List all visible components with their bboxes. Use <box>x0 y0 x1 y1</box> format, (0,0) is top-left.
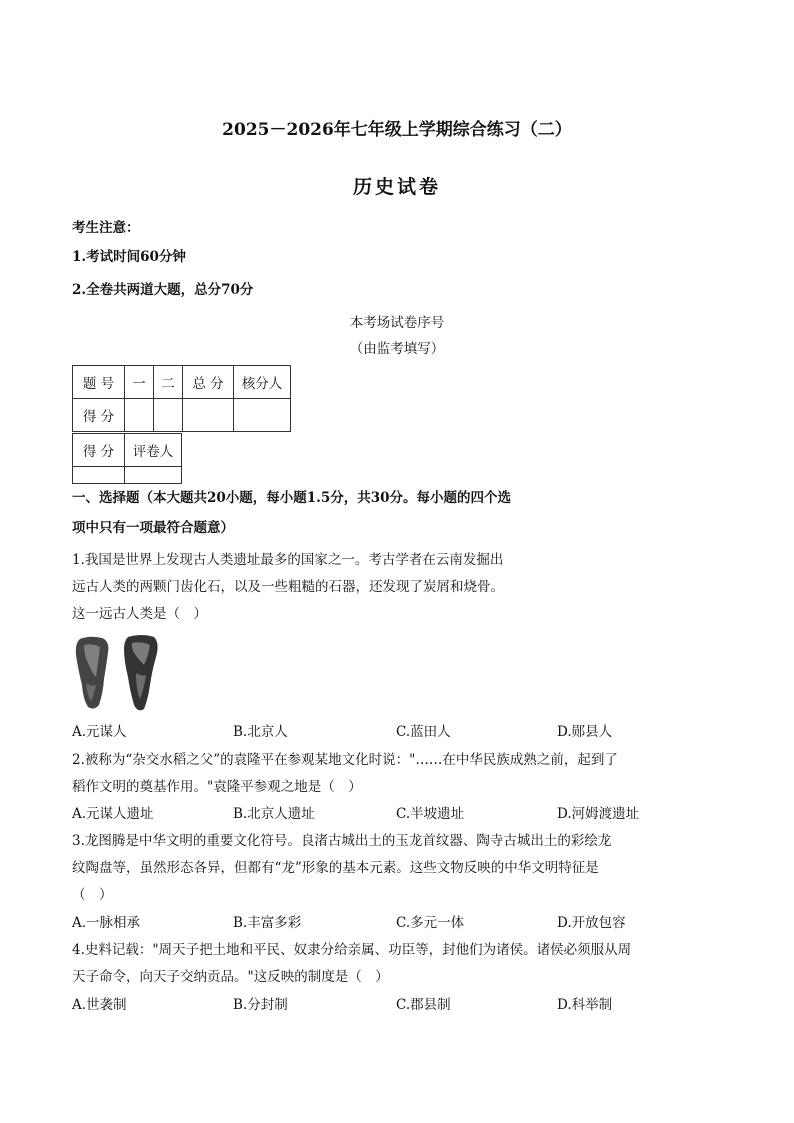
score-table-header-row <box>73 366 291 399</box>
section-heading-line1: 一、选择题（本大题共20小题，每小题1.5分，共30分。每小题的四个选 <box>72 490 512 506</box>
question-2-line-1: 2.被称为“杂交水稻之父”的袁隆平在参观某地文化时说："……在中华民族成熟之前，起到了 <box>72 752 618 768</box>
notice-item-score: 2.全卷共两道大题，总分70分 <box>72 282 254 298</box>
score-cell: 一 <box>125 366 154 399</box>
score-table <box>72 365 291 432</box>
question-4-option-a[interactable]: A.世袭制 <box>72 997 127 1013</box>
score-input-cell[interactable] <box>125 399 154 432</box>
question-2-option-a[interactable]: A.元谋人遗址 <box>72 806 154 822</box>
grader-input-cell[interactable] <box>125 467 182 484</box>
tooth-fossil-image <box>72 633 164 713</box>
question-4-option-c[interactable]: C.郡县制 <box>396 997 451 1013</box>
question-4-option-b[interactable]: B.分封制 <box>233 997 288 1013</box>
score-input-cell[interactable] <box>154 399 183 432</box>
question-1-option-c[interactable]: C.蓝田人 <box>396 724 451 740</box>
score-cell: 得 分 <box>73 399 125 432</box>
grader-table <box>72 433 182 484</box>
section-heading-line2: 项中只有一项最符合题意） <box>72 520 234 536</box>
score-cell: 题 号 <box>73 366 125 399</box>
question-3-line-1: 3.龙图腾是中华文明的重要文化符号。良渚古城出土的玉龙首纹器、陶寺古城出土的彩绘龙 <box>72 833 612 849</box>
serial-note: （由监考填写） <box>349 341 445 357</box>
question-3-option-b[interactable]: B.丰富多彩 <box>233 915 302 931</box>
question-1-line-1: 1.我国是世界上发现古人类遗址最多的国家之一。考古学者在云南发掘出 <box>72 552 504 568</box>
question-4-line-1: 4.史料记载："周天子把土地和平民、奴隶分给亲属、功臣等，封他们为诸侯。诸侯必须服从周 <box>72 942 632 958</box>
question-3-line-2: 纹陶盘等，虽然形态各异，但都有“龙”形象的基本元素。这些文物反映的中华文明特征是 <box>72 860 599 876</box>
question-2-option-b[interactable]: B.北京人遗址 <box>233 806 315 822</box>
score-input-cell[interactable] <box>183 399 234 432</box>
question-1-option-b[interactable]: B.北京人 <box>233 724 288 740</box>
grader-input-cell[interactable] <box>73 467 125 484</box>
exam-title: 2025－2026年七年级上学期综合练习（二） <box>222 120 572 140</box>
grader-table-header-row <box>73 434 182 467</box>
question-2-option-c[interactable]: C.半坡遗址 <box>396 806 465 822</box>
score-cell: 核分人 <box>234 366 291 399</box>
grader-table-blank-row <box>73 467 182 484</box>
notice-heading: 考生注意： <box>72 220 140 236</box>
question-1-option-a[interactable]: A.元谋人 <box>72 724 127 740</box>
score-cell: 总 分 <box>183 366 234 399</box>
question-3-line-3: （ ） <box>72 887 113 903</box>
question-2-line-2: 稻作文明的奠基作用。"袁隆平参观之地是（ ） <box>72 779 362 795</box>
question-1-line-3: 这一远古人类是（ ） <box>72 606 207 622</box>
question-3-option-c[interactable]: C.多元一体 <box>396 915 465 931</box>
question-4-option-d[interactable]: D.科举制 <box>557 997 613 1013</box>
score-table-score-row <box>73 399 291 432</box>
question-4-line-2: 天子命令，向天子交纳贡品。"这反映的制度是（ ） <box>72 969 389 985</box>
exam-subtitle: 历史试卷 <box>352 176 441 198</box>
question-3-option-d[interactable]: D.开放包容 <box>557 915 626 931</box>
notice-item-time: 1.考试时间60分钟 <box>72 249 186 265</box>
score-cell: 二 <box>154 366 183 399</box>
question-1-line-2: 远古人类的两颗门齿化石，以及一些粗糙的石器，还发现了炭屑和烧骨。 <box>72 579 504 595</box>
serial-label: 本考场试卷序号 <box>349 315 445 331</box>
grader-cell: 得 分 <box>73 434 125 467</box>
question-3-option-a[interactable]: A.一脉相承 <box>72 915 141 931</box>
question-2-option-d[interactable]: D.河姆渡遗址 <box>557 806 640 822</box>
grader-cell: 评卷人 <box>125 434 182 467</box>
score-input-cell[interactable] <box>234 399 291 432</box>
question-1-option-d[interactable]: D.郧县人 <box>557 724 613 740</box>
